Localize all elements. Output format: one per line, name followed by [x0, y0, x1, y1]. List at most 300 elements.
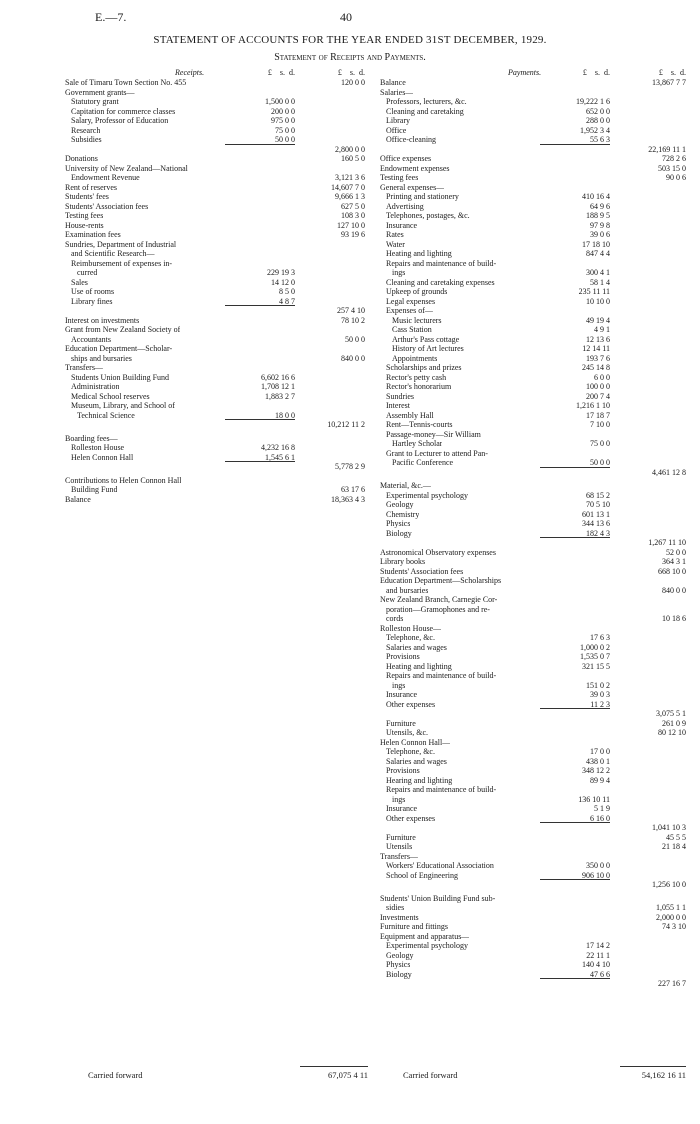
receipts-header-row [65, 68, 365, 78]
payments-item-amount: 288 0 0 [586, 116, 610, 125]
receipts-item-amount: 1,708 12 1 [261, 382, 295, 391]
payments-row [380, 979, 686, 989]
receipts-footer-rule [300, 1066, 368, 1067]
receipts-row [65, 192, 365, 202]
payments-row-label: Equipment and apparatus— [380, 931, 470, 941]
payments-row [380, 624, 686, 634]
payments-heading: Payments. [508, 68, 542, 77]
receipts-row-label: Government grants— [65, 87, 135, 97]
payments-row-label: Office [386, 125, 407, 135]
payments-item-amount: 245 14 8 [582, 363, 610, 372]
payments-row-label: Music lecturers [392, 315, 442, 325]
payments-item-amount: 12 14 11 [582, 344, 610, 353]
payments-row-label: sidies [386, 903, 405, 912]
payments-row-label: Advertising [386, 201, 424, 211]
payments-item-amount: 182 4 3 [586, 528, 610, 538]
receipts-item-amount: 4 8 7 [279, 296, 295, 306]
payments-item-amount: 1,952 3 4 [580, 125, 610, 135]
payments-row-label: Legal expenses [386, 296, 436, 306]
payments-row [380, 529, 686, 539]
payments-item-amount: 6 0 0 [594, 372, 610, 382]
receipts-row [65, 344, 365, 354]
payments-row [380, 842, 686, 852]
page-header [0, 10, 700, 30]
payments-row-label: Cleaning and caretaking [386, 106, 464, 116]
receipts-row [65, 240, 365, 250]
payments-row-label: Hartley Scholar [392, 439, 443, 448]
receipts-col-heads-1: £ s. d. [267, 68, 295, 77]
payments-row [380, 135, 686, 145]
payments-row [380, 681, 686, 691]
receipts-row [65, 221, 365, 231]
payments-row-label: Insurance [386, 690, 418, 699]
receipts-subtotal-rule [225, 461, 295, 462]
payments-row-label: Workers' Educational Association [386, 861, 494, 870]
payments-row-label: ings [392, 680, 406, 690]
receipts-row-label: Salary, Professor of Education [71, 116, 169, 125]
payments-item-amount: 235 11 11 [578, 287, 610, 296]
payments-row [380, 259, 686, 269]
payments-row [380, 373, 686, 383]
payments-item-amount: 19,222 1 6 [576, 97, 610, 106]
receipts-row [65, 297, 365, 307]
payments-item-amount: 906 10 0 [582, 870, 610, 880]
payments-subtotal-rule [540, 978, 610, 979]
receipts-row [65, 97, 365, 107]
payments-row-label: Material, &c.— [380, 481, 431, 490]
payments-row-label: Investments [380, 912, 419, 922]
payments-item-amount: 193 7 6 [586, 353, 610, 363]
payments-subtotal-rule [540, 708, 610, 709]
receipts-total-amount: 93 19 6 [341, 230, 365, 239]
payments-row [380, 240, 686, 250]
payments-row [380, 951, 686, 961]
payments-footer-label: Carried forward [403, 1070, 458, 1080]
payments-item-amount: 348 12 2 [582, 766, 610, 775]
payments-total-amount: 4,461 12 8 [652, 467, 686, 477]
payments-item-amount: 6 16 0 [590, 813, 610, 823]
receipts-row-label: Endowment Revenue [71, 173, 140, 182]
payments-row [380, 671, 686, 681]
payments-row-label: Biology [386, 969, 412, 979]
payments-row [380, 614, 686, 624]
receipts-row [65, 287, 365, 297]
payments-row-label: Helen Connon Hall— [380, 737, 451, 747]
receipts-row [65, 202, 365, 212]
receipts-item-amount: 229 19 3 [267, 268, 295, 277]
receipts-row-label: Education Department—Scholar- [65, 344, 173, 353]
payments-row [380, 449, 686, 459]
payments-row-label: Chemistry [386, 509, 420, 519]
payments-row [380, 211, 686, 221]
receipts-row-label: Students' Association fees [65, 201, 149, 211]
payments-row [380, 700, 686, 710]
payments-row-label: poration—Gramophones and re- [386, 604, 490, 614]
payments-row [380, 662, 686, 672]
payments-item-amount: 100 0 0 [586, 382, 610, 391]
payments-item-amount: 10 10 0 [586, 296, 610, 306]
payments-row-label: Endowment expenses [380, 163, 450, 173]
payments-row-label: Experimental psychology [386, 941, 468, 950]
payments-row-label: Salaries and wages [386, 642, 447, 652]
payments-row [380, 823, 686, 833]
payments-row-label: Office-cleaning [386, 135, 437, 144]
payments-row [380, 785, 686, 795]
receipts-row [65, 316, 365, 326]
payments-row [380, 420, 686, 430]
receipts-row-label: ships and bursaries [71, 353, 132, 363]
receipts-row [65, 249, 365, 259]
payments-row-label: Provisions [386, 766, 420, 775]
payments-row-label: Biology [386, 528, 412, 538]
receipts-row-label: Helen Connon Hall [71, 452, 134, 462]
payments-row-label: Testing fees [380, 173, 419, 182]
receipts-row [65, 335, 365, 345]
payments-row [380, 586, 686, 596]
payments-row-label: Passage-money—Sir William [386, 429, 481, 439]
receipts-row-label: Balance [65, 494, 91, 504]
receipts-row-label: Contributions to Helen Connon Hall [65, 475, 182, 485]
payments-row [380, 268, 686, 278]
payments-row [380, 458, 686, 468]
payments-row [380, 354, 686, 364]
payments-row [380, 335, 686, 345]
payments-item-amount: 17 18 10 [582, 239, 610, 249]
receipts-row-label: Interest on investments [65, 315, 140, 325]
payments-row [380, 747, 686, 757]
payments-row-label: Students' Association fees [380, 566, 464, 576]
payments-row-label: Rector's petty cash [386, 372, 447, 382]
payments-row [380, 922, 686, 932]
payments-row [380, 401, 686, 411]
payments-row-label: Telephone, &c. [386, 747, 435, 756]
receipts-row-label: Donations [65, 154, 98, 163]
payments-total-amount: 364 3 1 [662, 557, 686, 566]
payments-header-row [380, 68, 686, 78]
receipts-row-label: Boarding fees— [65, 433, 118, 443]
payments-item-amount: 847 4 4 [586, 249, 610, 258]
receipts-item-amount: 50 0 0 [275, 135, 295, 144]
payments-total-amount: 1,041 10 3 [652, 823, 686, 832]
receipts-row [65, 434, 365, 444]
payments-row [380, 861, 686, 871]
receipts-row [65, 325, 365, 335]
receipts-row-label: Use of rooms [71, 287, 115, 296]
payments-row [380, 852, 686, 862]
payments-row [380, 126, 686, 136]
receipts-item-amount: 975 0 0 [271, 116, 295, 125]
receipts-row-label: Subsidies [71, 135, 102, 144]
receipts-row [65, 495, 365, 505]
receipts-footer-total: 67,075 4 11 [327, 1070, 368, 1080]
payments-row [380, 164, 686, 174]
receipts-row [65, 259, 365, 269]
payments-subtotal-rule [540, 144, 610, 145]
payments-total-amount: 3,075 5 1 [656, 709, 686, 718]
payments-row-label: Cleaning and caretaking expenses [386, 277, 495, 287]
payments-row-label: Arthur's Pass cottage [392, 334, 460, 344]
payments-row [380, 230, 686, 240]
payments-row-label: Utensils [386, 842, 413, 851]
payments-col-heads-1: £ s. d. [582, 68, 610, 77]
payments-row-label: Geology [386, 950, 414, 960]
payments-row-label: Printing and stationery [386, 192, 459, 201]
receipts-item-amount: 1,883 2 7 [265, 391, 295, 401]
receipts-row [65, 363, 365, 373]
payments-row [380, 814, 686, 824]
receipts-subtotal-rule [225, 305, 295, 306]
payments-row [380, 278, 686, 288]
payments-row-label: Library books [380, 557, 426, 566]
receipts-total-amount: 63 17 6 [341, 485, 365, 494]
payments-item-amount: 55 6 3 [590, 135, 610, 144]
payments-row-label: Cass Station [392, 325, 432, 334]
payments-item-amount: 344 13 6 [582, 519, 610, 528]
receipts-total-amount: 127 10 0 [337, 220, 365, 230]
payments-row [380, 481, 686, 491]
receipts-row-label: Reimbursement of expenses in- [71, 258, 173, 268]
payments-row-label: Rolleston House— [380, 623, 442, 633]
receipts-row [65, 443, 365, 453]
payments-row-label: Rates [386, 230, 404, 239]
payments-row [380, 316, 686, 326]
receipts-row-label: and Scientific Research— [71, 249, 155, 258]
receipts-row [65, 485, 365, 495]
payments-total-amount: 1,256 10 0 [652, 880, 686, 889]
payments-item-amount: 321 15 5 [582, 661, 610, 671]
payments-row-label: Appointments [392, 353, 438, 363]
payments-row-label: Grant to Lecturer to attend Pan- [386, 448, 488, 458]
payments-row [380, 439, 686, 449]
payments-total-amount: 261 0 9 [662, 718, 686, 728]
payments-row-label: Other expenses [386, 813, 436, 823]
payments-item-amount: 1,535 0 7 [580, 652, 610, 661]
receipts-row-label: Statutory grant [71, 97, 119, 106]
payments-row-label: Office expenses [380, 154, 432, 163]
payments-item-amount: 17 18 7 [586, 410, 610, 420]
payments-row-label: Professors, lecturers, &c. [386, 97, 467, 106]
payments-row [380, 605, 686, 615]
payments-row [380, 468, 686, 478]
payments-row [380, 183, 686, 193]
payments-item-amount: 200 7 4 [586, 391, 610, 401]
document-reference: E.—7. [95, 10, 127, 24]
payments-row-label: Hearing and lighting [386, 775, 453, 785]
payments-row [380, 221, 686, 231]
receipts-row-label: Museum, Library, and School of [71, 401, 175, 410]
payments-row-label: Furniture and fittings [380, 922, 448, 931]
payments-item-amount: 17 0 0 [590, 747, 610, 756]
payments-row [380, 595, 686, 605]
payments-row [380, 97, 686, 107]
payments-row [380, 392, 686, 402]
receipts-item-amount: 200 0 0 [271, 106, 295, 116]
receipts-row [65, 401, 365, 411]
receipts-row [65, 164, 365, 174]
payments-row [380, 795, 686, 805]
payments-subtotal-rule [540, 537, 610, 538]
receipts-row [65, 107, 365, 117]
payments-row-label: Geology [386, 500, 414, 509]
receipts-row-label: Rolleston House [71, 443, 125, 452]
payments-subtotal-rule [540, 879, 610, 880]
payments-item-amount: 49 19 4 [586, 315, 610, 325]
payments-row-label: cords [386, 614, 404, 623]
receipts-total-amount: 9,666 1 3 [335, 192, 365, 201]
payments-row-label: Transfers— [380, 851, 418, 861]
payments-col-heads-2: £ s. d. [658, 68, 686, 77]
payments-row-label: Repairs and maintenance of build- [386, 671, 497, 680]
payments-item-amount: 136 10 11 [578, 794, 610, 804]
payments-row-label: Provisions [386, 652, 420, 661]
payments-row [380, 709, 686, 719]
receipts-row-label: Library fines [71, 296, 113, 306]
payments-row [380, 306, 686, 316]
payments-row-label: Students' Union Building Fund sub- [380, 893, 496, 903]
payments-row [380, 173, 686, 183]
receipts-row [65, 268, 365, 278]
payments-row [380, 411, 686, 421]
payments-row [380, 430, 686, 440]
payments-row [380, 932, 686, 942]
payments-item-amount: 17 14 2 [586, 941, 610, 950]
receipts-total-amount: 120 0 0 [341, 78, 365, 87]
payments-total-amount: 728 2 6 [662, 154, 686, 163]
payments-row-label: Heating and lighting [386, 661, 452, 671]
payments-row [380, 249, 686, 259]
payments-row [380, 643, 686, 653]
receipts-total-amount: 840 0 0 [341, 353, 365, 363]
payments-row [380, 776, 686, 786]
receipts-col-heads-2: £ s. d. [337, 68, 365, 77]
payments-total-amount: 503 15 0 [658, 163, 686, 173]
payments-subtotal-rule [540, 467, 610, 468]
receipts-row [65, 392, 365, 402]
payments-row-label: Sundries [386, 391, 414, 401]
receipts-total-amount: 78 10 2 [341, 315, 365, 325]
payments-subtotal-rule [540, 822, 610, 823]
payments-row-label: Rector's honorarium [386, 382, 452, 391]
payments-item-amount: 1,000 0 2 [580, 642, 610, 652]
receipts-row [65, 420, 365, 430]
receipts-subtotal-rule [225, 419, 295, 420]
payments-row [380, 652, 686, 662]
receipts-total-amount: 18,363 4 3 [331, 494, 365, 504]
payments-row-label: Utensils, &c. [386, 728, 428, 737]
payments-total-amount: 13,867 7 7 [652, 78, 686, 87]
receipts-row-label: University of New Zealand—National [65, 163, 188, 173]
payments-total-amount: 52 0 0 [666, 547, 686, 557]
payments-item-amount: 1,216 1 10 [576, 401, 610, 410]
payments-item-amount: 601 13 1 [582, 509, 610, 519]
receipts-item-amount: 8 5 0 [279, 287, 295, 296]
receipts-row [65, 382, 365, 392]
receipts-total-amount: 160 5 0 [341, 154, 365, 163]
payments-row-label: Salaries and wages [386, 756, 447, 766]
payments-total-amount: 90 0 6 [666, 173, 686, 182]
payments-row-label: Experimental psychology [386, 490, 468, 500]
receipts-row [65, 126, 365, 136]
payments-row [380, 548, 686, 558]
payments-row-label: Water [386, 239, 405, 249]
receipts-row-label: Research [71, 125, 101, 135]
receipts-row [65, 145, 365, 155]
payments-row [380, 880, 686, 890]
payments-row-label: Other expenses [386, 699, 436, 709]
receipts-row [65, 154, 365, 164]
payments-total-amount: 227 16 7 [658, 979, 686, 988]
payments-row [380, 145, 686, 155]
payments-row [380, 192, 686, 202]
payments-total-amount: 668 10 0 [658, 566, 686, 576]
receipts-row [65, 183, 365, 193]
payments-row [380, 538, 686, 548]
receipts-row-label: Accountants [71, 334, 111, 344]
payments-row-label: Furniture [386, 718, 416, 728]
payments-row [380, 116, 686, 126]
receipts-row [65, 306, 365, 316]
payments-row [380, 557, 686, 567]
receipts-row [65, 373, 365, 383]
payments-row-label: Telephones, postages, &c. [386, 211, 470, 220]
receipts-total-amount: 50 0 0 [345, 334, 365, 344]
payments-row [380, 833, 686, 843]
receipts-row [65, 230, 365, 240]
receipts-item-amount: 18 0 0 [275, 410, 295, 420]
payments-item-amount: 39 0 6 [590, 230, 610, 239]
receipts-item-amount: 14 12 0 [271, 277, 295, 287]
payments-row-label: School of Engineering [386, 870, 458, 880]
payments-row [380, 903, 686, 913]
payments-row-label: Insurance [386, 804, 418, 813]
payments-row-label: Rent—Tennis-courts [386, 420, 453, 429]
payments-row [380, 690, 686, 700]
payments-row [380, 719, 686, 729]
payments-row-label: Repairs and maintenance of build- [386, 258, 497, 268]
receipts-total-amount: 2,800 0 0 [335, 144, 365, 154]
payments-row-label: Insurance [386, 220, 418, 230]
payments-row [380, 363, 686, 373]
payments-footer-rule [620, 1066, 686, 1067]
receipts-row-label: curred [77, 268, 98, 277]
payments-row-label: Salaries— [380, 87, 414, 97]
receipts-total-amount: 257 4 10 [337, 306, 365, 315]
payments-row-label: Balance [380, 78, 406, 87]
payments-item-amount: 140 4 10 [582, 960, 610, 969]
receipts-row-label: Medical School reserves [71, 391, 150, 401]
payments-row [380, 960, 686, 970]
payments-item-amount: 151 0 2 [586, 680, 610, 690]
receipts-row [65, 411, 365, 421]
payments-row-label: and bursaries [386, 585, 429, 595]
payments-item-amount: 70 5 10 [586, 500, 610, 509]
receipts-total-amount: 3,121 3 6 [335, 173, 365, 182]
receipts-row-label: Capitation for commerce classes [71, 106, 176, 116]
payments-row-label: Repairs and maintenance of build- [386, 785, 497, 794]
payments-row [380, 78, 686, 88]
payments-row-label: Assembly Hall [386, 410, 434, 420]
payments-item-amount: 75 0 0 [590, 439, 610, 448]
payments-item-amount: 188 9 5 [586, 211, 610, 220]
payments-row-label: New Zealand Branch, Carnegie Cor- [380, 595, 498, 604]
payments-row [380, 757, 686, 767]
receipts-row [65, 462, 365, 472]
payments-row-label: Physics [386, 960, 411, 969]
receipts-row [65, 116, 365, 126]
receipts-row-label: Transfers— [65, 363, 103, 372]
payments-row-label: General expenses— [380, 182, 445, 192]
payments-row [380, 297, 686, 307]
